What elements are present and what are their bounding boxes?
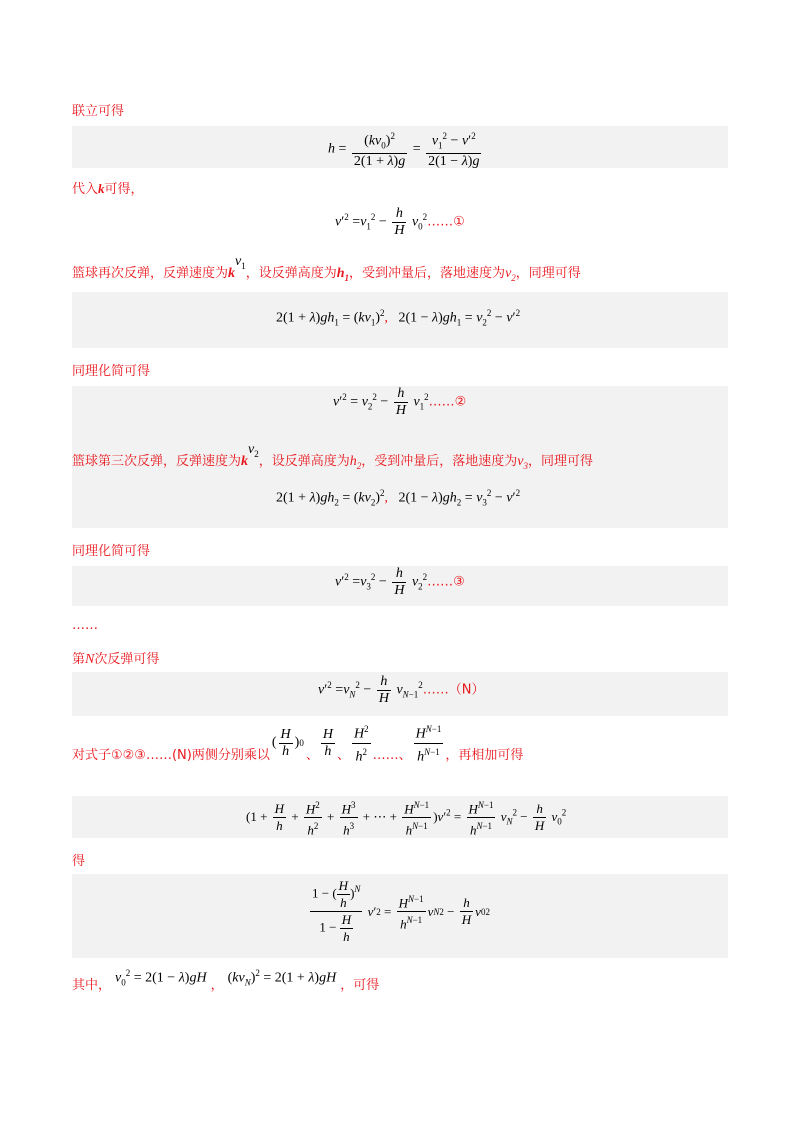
text-multiply-d: ……、 bbox=[372, 747, 412, 763]
text-ellipsis: …… bbox=[72, 618, 98, 633]
text-second-bounce-c: ，受到冲量后，落地速度为 bbox=[349, 266, 506, 281]
text-where-b: ， bbox=[210, 978, 224, 994]
text-second-bounce-a: 篮球再次反弹，反弹速度为 bbox=[72, 266, 229, 281]
text-where-a: 其中， bbox=[72, 978, 112, 994]
text-dairu bbox=[72, 178, 144, 197]
text-simplify-2: 同理化简可得 bbox=[72, 544, 151, 559]
text-dairu-k: k bbox=[98, 181, 105, 196]
text-third-bounce: 篮球第三次反弹，反弹速度为$kv_2$，设反弹高度为$h_2$，受到冲量后，落地速度为$v_3$，同理可得 bbox=[72, 442, 593, 471]
equation-third-bounce: $2(1 + \lambda)gh_2 = (kv_2)^2$, $2(1 - \lambda)gh_2 = v_3^2 - v'^2$ bbox=[276, 488, 521, 508]
equation-n: $v'^2 =v_N^2$ − $\frac{h}{H}$ $v_{N-1}^2\dots\dots(N)$ bbox=[318, 674, 485, 706]
text-third-bounce-b: ，设反弹高度为 bbox=[258, 454, 350, 469]
text-dairu-c: 可得， bbox=[104, 182, 144, 197]
equation-3: $v'^2 =v_3^2$ − $\frac{h}{H}$ $v_2^2\dots\dots ③$ bbox=[335, 566, 465, 598]
text-nth-bounce: 第N次反弹可得 bbox=[72, 652, 160, 667]
marker-1: ……① bbox=[427, 214, 465, 230]
text-where-c: ，可得 bbox=[340, 978, 380, 994]
text-multiply-c: 、 bbox=[336, 747, 350, 763]
text-multiply-a: 对式子①②③……(N)两侧分别乘以 bbox=[72, 747, 270, 763]
text-multiply: 对式子①②③……(N)两侧分别乘以 ( $\frac{H}{h}$ ) 0 、 $\frac{H}{h}$ 、 $\frac{H^2}{h^2}$ ……、 $\frac{H^{N-1}}{h^{N-1}}$ ，再相加可得 bbox=[72, 728, 523, 778]
equation-result: 1 − ( $\frac{H}{h}$ )$^N$ 1 − $\frac{H}{h}$ v ′ 2 = $\frac{H^{N-1}}{h^{N-1}}$ v N 2 − $\frac{h}{H}$ v 0 2 bbox=[312, 878, 490, 944]
equation-h: h = $\frac{(kv_0)^2}{2(1 + \lambda)g}$ = $\frac{v_1^2 - v'^2}{2(1 - \lambda)g}$ bbox=[328, 128, 483, 170]
marker-2: ……② bbox=[428, 394, 467, 410]
text-second-bounce-b: ，设反弹高度为 bbox=[245, 266, 337, 281]
marker-3: ……③ bbox=[427, 574, 465, 590]
text-third-bounce-c: ，受到冲量后，落地速度为 bbox=[361, 454, 518, 469]
text-multiply-b: 、 bbox=[305, 747, 319, 763]
text-nth-bounce-a: 第 bbox=[72, 652, 86, 667]
text-simplify-1: 同理化简可得 bbox=[72, 364, 151, 379]
equation-2: $v'^2 = v_2^2$ − $\frac{h}{H}$ $v_1^2\dots\dots ②$ bbox=[333, 386, 467, 418]
equation-second-bounce: $2(1 + \lambda)gh_1 = (kv_1)^2$, $2(1 - \lambda)gh_1 = v_2^2 - v'^2$ bbox=[276, 308, 521, 328]
text-dairu-a: 代入 bbox=[72, 182, 99, 197]
equation-sum: (1 + $\frac{H}{h}$ + $\frac{H^2}{h^2}$ + $\frac{H^3}{h^3}$ + ⋯ + $\frac{H^{N-1}}{h^{N-1}}$ )$v'^2$ = $\frac{H^{N-1}}{h^{N-1}}$ $v_N^2$ − $\frac{h}{H}$ $v_0^2$ bbox=[246, 797, 566, 839]
text-second-bounce: 篮球再次反弹，反弹速度为$kv_1$，设反弹高度为$h_1$，受到冲量后，落地速度为$v_2$，同理可得 bbox=[72, 254, 581, 283]
text-multiply-e: ，再相加可得 bbox=[445, 747, 524, 763]
marker-n: ……（N） bbox=[422, 682, 485, 698]
text-lianli: 联立可得 bbox=[72, 104, 125, 119]
text-third-bounce-d: ，同理可得 bbox=[527, 454, 593, 469]
text-where: 其中， $v_0^2 = 2(1 - \lambda)gH$ ， $(kv_N)^2 = 2(1 + \lambda)gH$ ，可得 bbox=[72, 968, 380, 994]
text-de: 得 bbox=[72, 854, 86, 869]
equation-1: $v'^2 =v_1^2$ − $\frac{h}{H}$ $v_0^2\dots\dots ①$ bbox=[335, 206, 465, 238]
text-third-bounce-a: 篮球第三次反弹，反弹速度为 bbox=[72, 454, 242, 469]
text-second-bounce-d: ，同理可得 bbox=[515, 266, 581, 281]
text-nth-bounce-b: 次反弹可得 bbox=[94, 652, 160, 667]
